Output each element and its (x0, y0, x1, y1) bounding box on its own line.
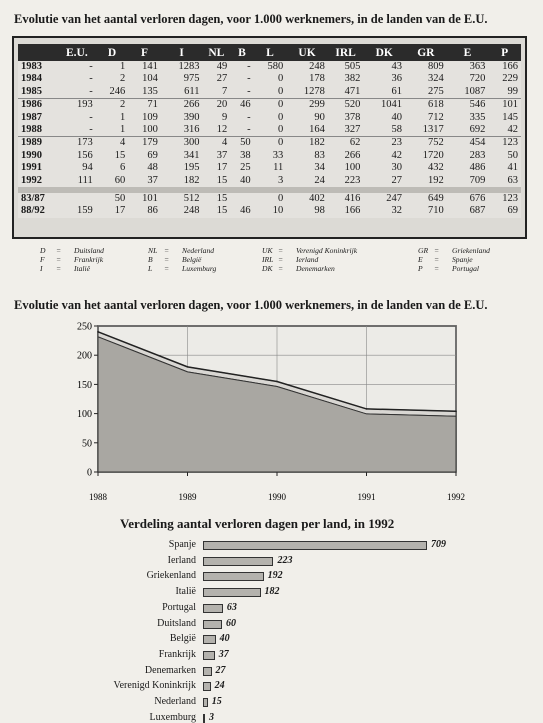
table-cell: 38 (230, 150, 253, 162)
table-cell: 15 (96, 150, 129, 162)
column-header: L (254, 44, 287, 61)
table-cell: 83 (286, 150, 328, 162)
table-cell: 1041 (363, 99, 405, 112)
table-cell: 27 (363, 175, 405, 187)
table-cell: 41 (488, 162, 521, 174)
table-cell: 1720 (405, 150, 447, 162)
bar-value-label: 182 (264, 586, 280, 598)
table-cell: 229 (488, 73, 521, 85)
bar (203, 714, 205, 723)
table-cell: 101 (128, 193, 161, 205)
table-cell: 63 (488, 175, 521, 187)
table-cell: 15 (202, 193, 230, 205)
legend-code: UK (262, 246, 273, 255)
table-cell: 712 (405, 112, 447, 124)
legend-equals: = (434, 246, 440, 255)
table-cell: 2 (96, 73, 129, 85)
table-cell: 0 (254, 86, 287, 99)
bar (203, 557, 273, 566)
bar-category-label: Spanje (168, 539, 196, 550)
table-cell: 327 (328, 124, 364, 137)
bar (203, 620, 222, 629)
legend-country: Nederland (182, 246, 215, 255)
table-cell: 223 (328, 175, 364, 187)
table-cell: 60 (96, 175, 129, 187)
table-title: Evolutie van het aantal verloren dagen, voor 1.000 werknemers, in de landen van de E.U. (14, 12, 488, 26)
table-cell: 111 (58, 175, 96, 187)
table-cell: 390 (161, 112, 203, 124)
table-cell: 11 (254, 162, 287, 174)
table-cell: 0 (254, 73, 287, 85)
table-cell: 580 (254, 61, 287, 73)
table-cell: - (58, 112, 96, 124)
table-cell: - (230, 112, 253, 124)
column-header: DK (363, 44, 405, 61)
table-cell: - (230, 73, 253, 85)
table-cell: 1 (96, 124, 129, 137)
row-label: 1990 (18, 150, 58, 162)
table-cell: 48 (128, 162, 161, 174)
table-cell: 37 (128, 175, 161, 187)
legend-country: Italië (74, 264, 91, 273)
bar (203, 651, 215, 660)
table-cell: 676 (447, 193, 489, 205)
table-cell: 23 (363, 137, 405, 150)
table-cell: 94 (58, 162, 96, 174)
table-cell: - (58, 124, 96, 137)
legend-country: Denemarken (296, 264, 335, 273)
table-cell: 618 (405, 99, 447, 112)
table-cell: - (230, 124, 253, 137)
table-cell: 316 (161, 124, 203, 137)
table-cell: 454 (447, 137, 489, 150)
table-cell: 32 (363, 205, 405, 217)
legend-code: NL (148, 246, 158, 255)
table-cell: 649 (405, 193, 447, 205)
legend-equals: = (278, 264, 284, 273)
legend-code: I (40, 264, 43, 273)
table-cell: 283 (447, 150, 489, 162)
table-cell: 179 (128, 137, 161, 150)
column-header: E.U. (58, 44, 96, 61)
legend-country: Frankrijk (74, 255, 104, 264)
row-label: 1986 (18, 99, 58, 112)
bar-category-label: Denemarken (144, 664, 196, 676)
table-cell: 15 (202, 175, 230, 187)
table-cell: - (58, 61, 96, 73)
table-cell: 341 (161, 150, 203, 162)
bar-value-label: 15 (211, 696, 222, 707)
table-cell: 611 (161, 86, 203, 99)
table-cell: 166 (488, 61, 521, 73)
column-header: B (230, 44, 253, 61)
table-cell: 164 (286, 124, 328, 137)
bar-category-label: Duitsland (157, 617, 196, 629)
table-cell: 248 (286, 61, 328, 73)
table-cell: 432 (405, 162, 447, 174)
bar-value-label: 3 (209, 711, 214, 723)
table-cell: 710 (405, 205, 447, 217)
table-cell: 30 (363, 162, 405, 174)
table-cell: 0 (254, 137, 287, 150)
table-cell: 33 (254, 150, 287, 162)
table-cell: 42 (488, 124, 521, 137)
table-cell: 1087 (447, 86, 489, 99)
legend-country: Verenigd Koninkrijk (296, 246, 358, 255)
column-header: NL (202, 44, 230, 61)
table-cell: 86 (128, 205, 161, 217)
legend-country: Duitsland (74, 246, 104, 255)
table-cell: 10 (254, 205, 287, 217)
table-cell: 90 (286, 112, 328, 124)
table-cell: 24 (286, 175, 328, 187)
legend-code: GR (418, 246, 429, 255)
x-tick-label: 1992 (447, 492, 465, 502)
row-label: 88/92 (18, 205, 58, 217)
table-cell: 266 (328, 150, 364, 162)
legend-country: Griekenland (452, 246, 490, 255)
bar-category-label: België (169, 633, 196, 645)
row-label: 1991 (18, 162, 58, 174)
table-cell: 42 (363, 150, 405, 162)
column-header: I (161, 44, 203, 61)
legend-code: P (418, 264, 423, 273)
table-cell: 692 (447, 124, 489, 137)
bar-value-label: 24 (214, 680, 225, 692)
table-cell: 324 (405, 73, 447, 85)
row-label: 1985 (18, 86, 58, 99)
table-cell: 2 (96, 99, 129, 112)
table-cell: 141 (128, 61, 161, 73)
legend-country: Portugal (452, 264, 480, 273)
legend-equals: = (278, 255, 284, 264)
table-cell: 416 (328, 193, 364, 205)
table-cell: 471 (328, 86, 364, 99)
table-cell: 17 (96, 205, 129, 217)
legend-equals: = (434, 255, 440, 264)
table-cell: 248 (161, 205, 203, 217)
legend-code: B (148, 255, 153, 264)
table-cell: 40 (230, 175, 253, 187)
table-cell: 182 (286, 137, 328, 150)
y-tick-label: 150 (77, 379, 92, 391)
table-cell: 159 (58, 205, 96, 217)
table-cell: - (58, 86, 96, 99)
y-tick-label: 250 (77, 321, 92, 333)
table-cell: 363 (447, 61, 489, 73)
table-cell: 512 (161, 193, 203, 205)
table-cell: 69 (488, 205, 521, 217)
y-tick-label: 200 (77, 350, 92, 362)
table-cell: - (58, 73, 96, 85)
table-cell: 178 (286, 73, 328, 85)
table-cell: 50 (230, 137, 253, 150)
bar-category-label: Verenigd Koninkrijk (113, 680, 196, 692)
table-cell: 50 (488, 150, 521, 162)
data-point (455, 410, 457, 412)
bar (203, 682, 211, 691)
table-cell: 720 (447, 73, 489, 85)
table-cell: 7 (202, 86, 230, 99)
table-cell: 12 (202, 124, 230, 137)
table-cell: 145 (488, 112, 521, 124)
table-cell: 182 (161, 175, 203, 187)
table-cell: 195 (161, 162, 203, 174)
legend-country: Spanje (452, 255, 473, 264)
x-tick-label: 1990 (268, 492, 286, 502)
table-cell: 266 (161, 99, 203, 112)
table-cell: 50 (96, 193, 129, 205)
data-point (97, 331, 99, 333)
table-cell: 9 (202, 112, 230, 124)
legend-code: E (418, 255, 423, 264)
bar-category-label: Frankrijk (158, 648, 196, 660)
legend-equals: = (56, 255, 62, 264)
table-cell: 100 (328, 162, 364, 174)
table-cell: - (230, 61, 253, 73)
bar-value-label: 223 (277, 554, 293, 566)
bar (203, 604, 223, 613)
table-cell: 546 (447, 99, 489, 112)
table-cell: 520 (328, 99, 364, 112)
table-cell: 709 (447, 175, 489, 187)
x-tick-label: 1988 (89, 492, 107, 502)
table-cell: 156 (58, 150, 96, 162)
bar (203, 588, 261, 597)
table-cell: 37 (202, 150, 230, 162)
table-cell: 104 (128, 73, 161, 85)
bar-value-label: 709 (431, 539, 446, 550)
table-cell: 61 (363, 86, 405, 99)
table-cell: 62 (328, 137, 364, 150)
column-header: E (447, 44, 489, 61)
bar-category-label: Italië (175, 586, 196, 598)
table-cell: 247 (363, 193, 405, 205)
legend-equals: = (434, 264, 440, 273)
table-cell: 25 (230, 162, 253, 174)
legend-equals: = (164, 264, 170, 273)
bar-value-label: 27 (215, 664, 226, 676)
bar (203, 698, 208, 707)
x-tick-label: 1989 (178, 492, 197, 502)
y-tick-label: 100 (77, 409, 92, 421)
table-cell: 15 (202, 205, 230, 217)
table-cell: 687 (447, 205, 489, 217)
table-cell: 166 (328, 205, 364, 217)
data-point (187, 366, 189, 368)
table-cell: 109 (128, 112, 161, 124)
x-tick-label: 1991 (357, 492, 376, 502)
table-cell: 275 (405, 86, 447, 99)
legend-code: L (148, 264, 153, 273)
bar-category-label: Nederland (154, 696, 196, 707)
table-cell: 486 (447, 162, 489, 174)
table-cell: 505 (328, 61, 364, 73)
table-cell: 382 (328, 73, 364, 85)
legend-equals: = (164, 246, 170, 255)
table-cell: 1283 (161, 61, 203, 73)
table-cell: 4 (96, 137, 129, 150)
bar-value-label: 37 (218, 648, 229, 660)
column-header: F (128, 44, 161, 61)
y-tick-label: 0 (87, 467, 92, 479)
table-cell: 1317 (405, 124, 447, 137)
row-label: 83/87 (18, 193, 58, 205)
table-cell: 17 (202, 162, 230, 174)
legend-equals: = (164, 255, 170, 264)
legend-code: IRL (262, 255, 274, 264)
table-cell: 46 (230, 205, 253, 217)
table-cell: 173 (58, 137, 96, 150)
table-cell: 4 (202, 137, 230, 150)
table-cell: 246 (96, 86, 129, 99)
table-cell: 46 (230, 99, 253, 112)
table-cell: 1278 (286, 86, 328, 99)
legend-country: Ierland (296, 255, 319, 264)
column-header: P (488, 44, 521, 61)
table-cell: 49 (202, 61, 230, 73)
row-label: 1989 (18, 137, 58, 150)
bar-category-label: Portugal (162, 601, 196, 613)
table-cell: 975 (161, 73, 203, 85)
row-label: 1984 (18, 73, 58, 85)
row-label: 1983 (18, 61, 58, 73)
bar-value-label: 192 (267, 570, 283, 582)
bar (203, 635, 216, 644)
table-cell: 0 (254, 124, 287, 137)
data-point (276, 381, 278, 383)
table-cell: 1 (96, 61, 129, 73)
table-cell: 0 (254, 193, 287, 205)
table-cell: 20 (202, 99, 230, 112)
table-cell: 752 (405, 137, 447, 150)
table-cell: 27 (202, 73, 230, 85)
table-cell: 123 (488, 137, 521, 150)
bar-value-label: 40 (219, 633, 230, 645)
bar (203, 541, 427, 550)
column-header: GR (405, 44, 447, 61)
table-cell: 192 (405, 175, 447, 187)
legend-equals: = (56, 264, 62, 273)
table-cell: - (230, 86, 253, 99)
row-label: 1988 (18, 124, 58, 137)
row-label: 1992 (18, 175, 58, 187)
bar-value-label: 63 (226, 601, 237, 613)
legend-code: D (40, 246, 46, 255)
bar (203, 667, 212, 676)
row-label: 1987 (18, 112, 58, 124)
column-header: UK (286, 44, 328, 61)
table-cell: 123 (488, 193, 521, 205)
table-cell: 378 (328, 112, 364, 124)
column-header: IRL (328, 44, 364, 61)
data-point (366, 408, 368, 410)
table-cell: 100 (128, 124, 161, 137)
table-cell: 809 (405, 61, 447, 73)
bar-category-label: Griekenland (146, 570, 196, 582)
table-cell: 3 (254, 175, 287, 187)
legend-country: België (182, 255, 202, 264)
table-cell: 193 (58, 99, 96, 112)
bar (203, 572, 264, 581)
column-header: D (96, 44, 129, 61)
table-cell: 135 (128, 86, 161, 99)
table-cell: 335 (447, 112, 489, 124)
bar-chart-title: Verdeling aantal verloren dagen per land, in 1992 (120, 516, 395, 531)
table-cell: 300 (161, 137, 203, 150)
table-cell: 402 (286, 193, 328, 205)
line-chart-title: Evolutie van het aantal verloren dagen, voor 1.000 werknemers, in de landen van de E.U. (14, 298, 488, 312)
bar-category-label: Ierland (167, 554, 196, 566)
table-cell: 58 (363, 124, 405, 137)
table-cell: 71 (128, 99, 161, 112)
table-cell: 40 (363, 112, 405, 124)
legend-country: Luxemburg (182, 264, 217, 273)
table-cell: 43 (363, 61, 405, 73)
table-cell: 299 (286, 99, 328, 112)
legend-code: DK (262, 264, 273, 273)
legend-equals: = (56, 246, 62, 255)
table-cell: 34 (286, 162, 328, 174)
legend-code: F (40, 255, 45, 264)
table-cell: 101 (488, 99, 521, 112)
table-cell: 6 (96, 162, 129, 174)
table-cell: 1 (96, 112, 129, 124)
table-cell: 0 (254, 99, 287, 112)
bar-category-label: Luxemburg (149, 711, 196, 723)
table-cell: 99 (488, 86, 521, 99)
bar-value-label: 60 (225, 617, 236, 629)
table-cell: 98 (286, 205, 328, 217)
table-cell: 69 (128, 150, 161, 162)
y-tick-label: 50 (82, 438, 92, 450)
table-cell: 0 (254, 112, 287, 124)
legend-equals: = (278, 246, 284, 255)
table-cell: 36 (363, 73, 405, 85)
